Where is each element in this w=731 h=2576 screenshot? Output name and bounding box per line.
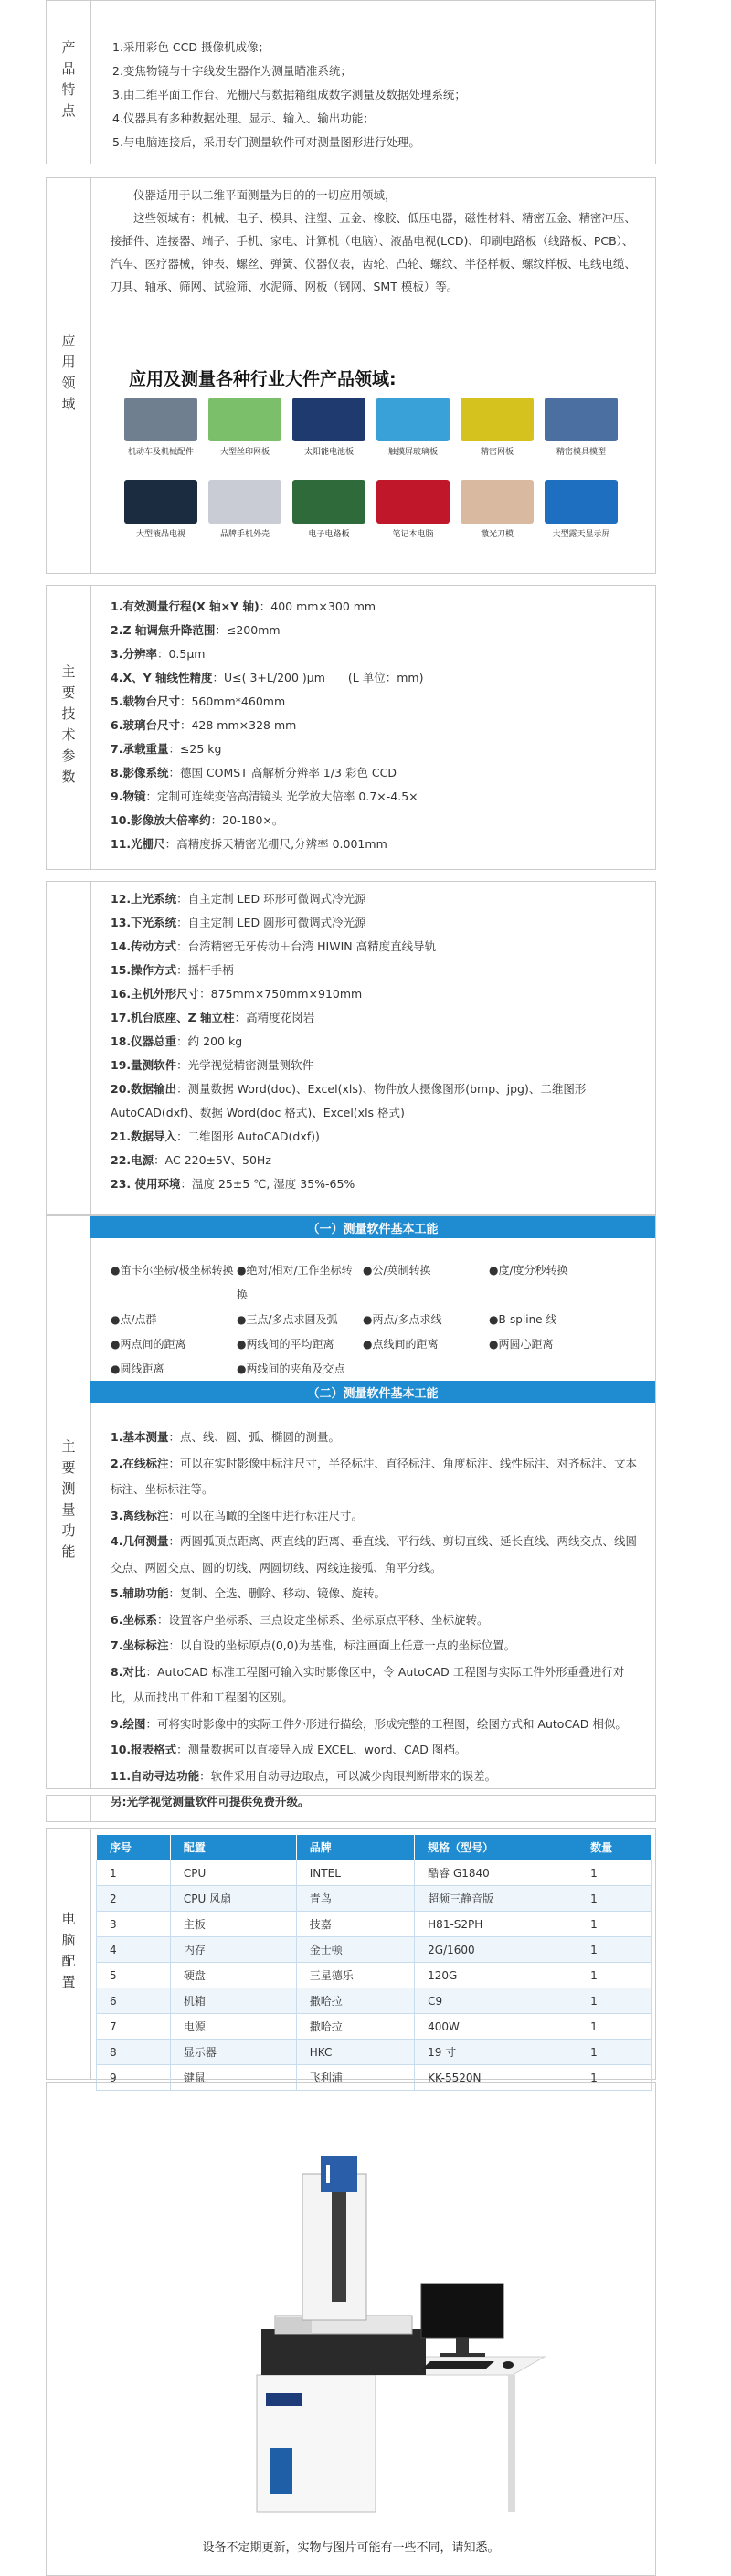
software-label: 主要测量功能 (59, 1439, 77, 1565)
table-cell: 主板 (170, 1912, 296, 1937)
table-row (97, 1988, 652, 2014)
table-cell: 400W (415, 2014, 577, 2040)
spec-value: ：台湾精密无牙传动＋台湾 HIWIN 高精度直线导轨 (176, 939, 437, 953)
function-key: 1.基本测量 (111, 1430, 169, 1444)
features-list (112, 36, 644, 154)
features-label: 产品特点 (59, 40, 77, 124)
table-cell: 技嘉 (296, 1912, 414, 1937)
function-item: ●点线间的距离 (363, 1338, 439, 1351)
application-tile-label: 精密网板 (480, 448, 514, 457)
spec-item (111, 1172, 644, 1196)
table-cell: 1 (577, 2040, 652, 2065)
application-tile-label: 笔记本电脑 (392, 530, 434, 539)
spec-item (111, 887, 644, 911)
table-header: 规格（型号） (415, 1835, 577, 1860)
function-item: ●两线间的平均距离 (237, 1338, 334, 1351)
application-tile-label: 大型丝印网板 (219, 448, 270, 457)
spec-item (111, 911, 644, 935)
spec-value: ：400 mm×300 mm (259, 599, 376, 613)
spec-key: 21.数据导入 (111, 1129, 177, 1143)
table-header: 配置 (170, 1835, 296, 1860)
spec-item (111, 595, 644, 619)
table-cell: 显示器 (170, 2040, 296, 2065)
application-tile (372, 480, 454, 539)
table-row (97, 2014, 652, 2040)
function-desc (111, 1737, 644, 1764)
spec-item (111, 959, 644, 982)
application-tile (288, 398, 370, 457)
function-value: ：测量数据可以直接导入成 EXCEL、word、CAD 图档。 (176, 1743, 467, 1756)
applications-section (46, 177, 656, 574)
measuring-machine-image (47, 2101, 655, 2530)
application-photo (461, 398, 534, 441)
software-grid (111, 1258, 644, 1382)
function-key: 7.坐标标注 (111, 1638, 169, 1652)
spec-key: 10.影像放大倍率约 (111, 813, 211, 827)
computer-label-cell (47, 1829, 91, 2079)
feature-item: 1.采用彩色 CCD 摄像机成像； (112, 40, 270, 54)
spec-item (111, 690, 644, 714)
table-cell: 1 (577, 1912, 652, 1937)
table-cell: 1 (577, 1937, 652, 1963)
specs-label-cell (47, 586, 91, 869)
specs-label: 主要技术参数 (59, 664, 77, 790)
function-key: 5.辅助功能 (111, 1586, 169, 1600)
spec-item (111, 1149, 644, 1172)
application-photo (376, 480, 450, 524)
spec-key: 8.影像系统 (111, 766, 169, 779)
table-cell: 撒哈拉 (296, 2014, 414, 2040)
feature-item: 2.变焦物镜与十字线发生器作为测量瞄准系统； (112, 64, 352, 78)
spec-key: 17.机台底座、Z 轴立柱 (111, 1011, 235, 1024)
spec-value: ：约 200 kg (176, 1034, 243, 1048)
function-item: ●笛卡尔坐标/极坐标转换 (111, 1264, 234, 1277)
spec-key: 2.Z 轴调焦升降范围 (111, 623, 216, 637)
table-row (97, 1912, 652, 1937)
function-desc (111, 1503, 644, 1530)
table-cell: 内存 (170, 1937, 296, 1963)
applications-text (111, 184, 644, 298)
spec-value: ：0.5μm (156, 647, 206, 661)
spec-value: ：≤25 kg (168, 742, 222, 756)
spec-value-cont: AutoCAD(dxf)、数据 Word(doc 格式)、Excel(xls 格式) (111, 1106, 405, 1119)
function-key: 3.离线标注 (111, 1508, 169, 1522)
table-cell: 6 (97, 1988, 171, 2014)
spec-key: 19.量测软件 (111, 1058, 177, 1072)
application-tile (120, 480, 202, 539)
spec-key: 1.有效测量行程(X 轴×Y 轴) (111, 599, 260, 613)
table-header: 序号 (97, 1835, 171, 1860)
spec-item (111, 714, 644, 737)
feature-item: 3.由二维平面工作台、光栅尺与数据箱组成数字测量及数据处理系统； (112, 88, 466, 101)
application-tile-label: 电子电路板 (308, 530, 350, 539)
specs-list (111, 595, 644, 856)
table-cell: 2 (97, 1886, 171, 1912)
application-tile-label: 大型液晶电视 (135, 530, 185, 539)
table-cell: 9 (97, 2065, 171, 2091)
spec-key: 4.X、Y 轴线性精度 (111, 671, 213, 684)
spec-item (111, 737, 644, 761)
spec-value: ：≤200mm (215, 623, 281, 637)
spec-value: ：温度 25±5 ℃, 湿度 35%-65% (180, 1177, 355, 1191)
application-photo (461, 480, 534, 524)
function-desc (111, 1529, 644, 1581)
spec-key: 3.分辨率 (111, 647, 157, 661)
specs-section (46, 585, 656, 870)
application-tile-label: 太阳能电池板 (303, 448, 354, 457)
applications-label-cell (47, 178, 91, 573)
application-tile-label: 激光刀模 (480, 530, 514, 539)
upgrade-note: 另:光学视觉测量软件可提供免费升级。 (111, 1795, 310, 1808)
function-item: ●两点/多点求线 (363, 1313, 442, 1326)
application-tile (204, 398, 286, 457)
spec-key: 23. 使用环境 (111, 1177, 181, 1191)
function-item: ●三点/多点求圆及弧 (237, 1313, 338, 1326)
function-key: 11.自动寻边功能 (111, 1768, 200, 1783)
application-photo (208, 480, 281, 524)
software-label-cell (47, 1216, 91, 1788)
spec-item (111, 761, 644, 785)
application-photo (545, 480, 618, 524)
spec-value: ：560mm*460mm (179, 694, 286, 708)
spec-key: 6.玻璃台尺寸 (111, 718, 180, 732)
applications-fields: 这些领域有：机械、电子、模具、注塑、五金、橡胶、低压电器，磁性材料、精密五金、精密冲压、接插件、连接器、端子、手机、家电、计算机（电脑）、液晶电视(LCD)、印刷电路板（线路板、PCB）、汽车、医疗器械，钟表、螺丝、弹簧、仪器仪表，齿轮、凸轮、螺纹、半径样板、螺纹样板、电线电缆、刀具、轴承、筛网、试验筛、水泥筛、网板（钢网、SMT 模板）等。 (111, 211, 637, 293)
function-value: ：点、线、圆、弧、椭圆的测量。 (168, 1430, 340, 1444)
spec-key: 20.数据输出 (111, 1082, 177, 1096)
table-cell: 超频三静音版 (415, 1886, 577, 1912)
function-item: ●公/英制转换 (363, 1264, 431, 1277)
application-tile (204, 480, 286, 539)
function-key: 10.报表格式 (111, 1743, 177, 1756)
spec-value: ：428 mm×328 mm (179, 718, 297, 732)
spec-key: 22.电源 (111, 1153, 154, 1167)
table-cell: 1 (577, 1886, 652, 1912)
spec-value: ：测量数据 Word(doc)、Excel(xls)、物件放大摄像图形(bmp、jpg)、二维图形 (176, 1082, 587, 1096)
application-tile-label: 机动车及机械配件 (127, 448, 194, 457)
spec-key: 9.物镜 (111, 790, 146, 803)
spec-value: ：U≤( 3+L/200 )μm (L 单位：mm) (212, 671, 424, 684)
application-tile-label: 精密模具模型 (556, 448, 606, 457)
function-key: 6.坐标系 (111, 1612, 157, 1627)
spec-value: ：摇杆手柄 (176, 963, 234, 977)
spec-item (111, 785, 644, 809)
specs2-list (111, 887, 644, 1196)
table-cell: 1 (577, 1988, 652, 2014)
table-cell: 飞利浦 (296, 2065, 414, 2091)
function-key: 4.几何测量 (111, 1534, 169, 1548)
spec-item (111, 642, 644, 666)
application-photo (124, 398, 197, 441)
function-value: ：AutoCAD 标准工程图可输入实时影像区中，令 AutoCAD 工程图与实际工件外形重叠进行对比，从而找出工件和工程图的区别。 (111, 1664, 625, 1704)
computer-section (46, 1828, 656, 2084)
table-cell: 1 (577, 2014, 652, 2040)
table-cell: 4 (97, 1937, 171, 1963)
table-cell: 青鸟 (296, 1886, 414, 1912)
spec-item (111, 1006, 644, 1030)
spec-key: 11.光栅尺 (111, 837, 165, 851)
function-key: 9.绘图 (111, 1716, 146, 1731)
spec-item (111, 935, 644, 959)
spec-key: 14.传动方式 (111, 939, 177, 953)
specs2-section (46, 881, 656, 1215)
software-functions (111, 1425, 644, 1815)
table-cell: 1 (97, 1860, 171, 1886)
spec-value: ：自主定制 LED 环形可微调式冷光源 (176, 892, 366, 906)
specs2-label-cell (47, 882, 91, 1214)
table-row (97, 1860, 652, 1886)
applications-intro: 仪器适用于以二维平面测量为目的的一切应用领域， (133, 188, 397, 202)
spec-key: 12.上光系统 (111, 892, 177, 906)
software-section (46, 1215, 656, 1808)
spec-value: ：20-180×。 (210, 813, 284, 827)
function-desc (111, 1607, 644, 1634)
application-tile (372, 398, 454, 457)
table-cell: H81-S2PH (415, 1912, 577, 1937)
table-cell: 7 (97, 2014, 171, 2040)
spec-item (111, 832, 644, 856)
function-key: 8.对比 (111, 1664, 146, 1679)
function-item: ●圆线距离 (111, 1362, 164, 1375)
function-desc (111, 1425, 644, 1451)
spec-item (111, 666, 644, 690)
application-photo (545, 398, 618, 441)
application-photo (292, 398, 366, 441)
table-header: 数量 (577, 1835, 652, 1860)
table-cell: 3 (97, 1912, 171, 1937)
banner-title: 应用及测量各种行业大件产品领域: (129, 369, 397, 389)
function-item (363, 1357, 489, 1382)
function-desc (111, 1659, 644, 1712)
spec-item (111, 619, 644, 642)
spec-value: ：德国 COMST 高解析分辨率 1/3 彩色 CCD (168, 766, 397, 779)
application-tile (540, 480, 622, 539)
table-row (97, 1937, 652, 1963)
table-cell: 8 (97, 2040, 171, 2065)
table-cell: 电源 (170, 2014, 296, 2040)
spec-value: ：光学视觉精密测量测软件 (176, 1058, 314, 1072)
table-cell: 1 (577, 1860, 652, 1886)
function-value: ：可将实时影像中的实际工件外形进行描绘，形成完整的工程图，绘图方式和 AutoCAD 相似。 (145, 1716, 627, 1731)
computer-table-wrap (96, 1834, 652, 2091)
application-tile-label: 品牌手机外壳 (219, 530, 270, 539)
application-photo (292, 480, 366, 524)
function-desc (111, 1581, 644, 1607)
function-value: ：可以在实时影像中标注尺寸，半径标注、直径标注、角度标注、线性标注、对齐标注、文本标注、坐标标注等。 (111, 1456, 637, 1496)
function-item: ●两点间的距离 (111, 1338, 186, 1351)
table-cell: 金士顿 (296, 1937, 414, 1963)
application-tile (456, 480, 538, 539)
spec-key: 18.仪器总重 (111, 1034, 177, 1048)
function-value: ：两圆弧顶点距离、两直线的距离、垂直线、平行线、剪切直线、延长直线、两线交点、线圆交点、两圆交点、圆的切线、两圆切线、两线连接弧、角平分线。 (111, 1534, 637, 1574)
computer-label: 电脑配置 (59, 1912, 77, 1996)
function-item: ●绝对/相对/工作坐标转换 (237, 1264, 353, 1301)
function-item: ●点/点群 (111, 1313, 157, 1326)
spec-value: ：AC 220±5V、50Hz (154, 1153, 271, 1167)
application-tile (288, 480, 370, 539)
table-cell: 撒哈拉 (296, 1988, 414, 2014)
table-cell: 机箱 (170, 1988, 296, 2014)
application-tile-label: 触摸屏玻璃板 (387, 448, 438, 457)
spec-value: ：高精度花岗岩 (234, 1011, 315, 1024)
application-tile (120, 398, 202, 457)
function-item: ●两线间的夹角及交点 (237, 1362, 345, 1375)
function-desc (111, 1712, 644, 1738)
computer-config-table (96, 1834, 652, 2091)
table-cell: 键鼠 (170, 2065, 296, 2091)
features-section (46, 0, 656, 164)
spec-key: 15.操作方式 (111, 963, 177, 977)
table-cell: INTEL (296, 1860, 414, 1886)
table-cell: HKC (296, 2040, 414, 2065)
function-desc (111, 1633, 644, 1659)
function-item (489, 1357, 604, 1382)
application-tile (540, 398, 622, 457)
footer-note: 设备不定期更新，实物与图片可能有一些不同，请知悉。 (202, 2541, 500, 2555)
spec-key: 5.载物台尺寸 (111, 694, 180, 708)
table-cell: C9 (415, 1988, 577, 2014)
table-cell: 1 (577, 2065, 652, 2091)
spec-value: ：高精度拆天精密光栅尺,分辨率 0.001mm (164, 837, 387, 851)
function-value: ：可以在鸟瞰的全图中进行标注尺寸。 (168, 1508, 363, 1522)
table-cell: CPU (170, 1860, 296, 1886)
table-row (97, 1886, 652, 1912)
table-row (97, 2040, 652, 2065)
application-photo (376, 398, 450, 441)
spec-value: ：定制可连续变倍高清镜头 光学放大倍率 0.7×-4.5× (145, 790, 418, 803)
application-tile-label: 大型露天显示屏 (552, 530, 610, 539)
spec-value: ：自主定制 LED 圆形可微调式冷光源 (176, 916, 366, 929)
function-key: 2.在线标注 (111, 1456, 169, 1470)
feature-item: 4.仪器具有多种数据处理、显示、输入、输出功能； (112, 111, 375, 125)
applications-label: 应用领域 (59, 334, 77, 418)
function-item: ●B-spline 线 (489, 1313, 557, 1326)
spec-value: ：二维图形 AutoCAD(dxf)) (176, 1129, 320, 1143)
spec-key: 7.承载重量 (111, 742, 169, 756)
spec-item (111, 982, 644, 1006)
function-value: ：复制、全选、删除、移动、镜像、旋转。 (168, 1586, 386, 1600)
function-value: ：设置客户坐标系、三点设定坐标系、坐标原点平移、坐标旋转。 (156, 1612, 489, 1627)
spec-value: ：875mm×750mm×910mm (199, 987, 363, 1001)
table-cell: 2G/1600 (415, 1937, 577, 1963)
spec-key: 13.下光系统 (111, 916, 177, 929)
function-desc (111, 1451, 644, 1503)
application-photo (124, 480, 197, 524)
software-bar-2: （二）测量软件基本工能 (90, 1381, 655, 1403)
table-cell: KK-5520N (415, 2065, 577, 2091)
product-section (46, 2082, 656, 2576)
spec-item (111, 809, 644, 832)
function-value: ：软件采用自动寻边取点，可以减少肉眼判断带来的误差。 (199, 1768, 497, 1783)
application-tile (456, 398, 538, 457)
table-cell: 三星德乐 (296, 1963, 414, 1988)
function-value: ：以自设的坐标原点(0,0)为基准，标注画面上任意一点的坐标位置。 (168, 1638, 516, 1652)
table-cell: 1 (577, 1963, 652, 1988)
application-photo (208, 398, 281, 441)
table-row (97, 1963, 652, 1988)
table-cell: 19 寸 (415, 2040, 577, 2065)
function-item: ●两圆心距离 (489, 1338, 554, 1351)
spec-key: 16.主机外形尺寸 (111, 987, 200, 1001)
table-header: 品牌 (296, 1835, 414, 1860)
software-bar-1: （一）测量软件基本工能 (90, 1216, 655, 1238)
table-cell: 酷睿 G1840 (415, 1860, 577, 1886)
spec-item (111, 1125, 644, 1149)
table-cell: CPU 风扇 (170, 1886, 296, 1912)
application-banner (120, 366, 627, 564)
feature-item: 5.与电脑连接后，采用专门测量软件可对测量图形进行处理。 (112, 135, 420, 149)
spec-item (111, 1030, 644, 1054)
computer-top-strip (46, 1795, 656, 1822)
table-cell: 硬盘 (170, 1963, 296, 1988)
spec-item (111, 1054, 644, 1077)
table-cell: 5 (97, 1963, 171, 1988)
features-label-cell (47, 1, 91, 164)
function-item: ●度/度分秒转换 (489, 1264, 568, 1277)
table-cell: 120G (415, 1963, 577, 1988)
function-desc (111, 1764, 644, 1790)
